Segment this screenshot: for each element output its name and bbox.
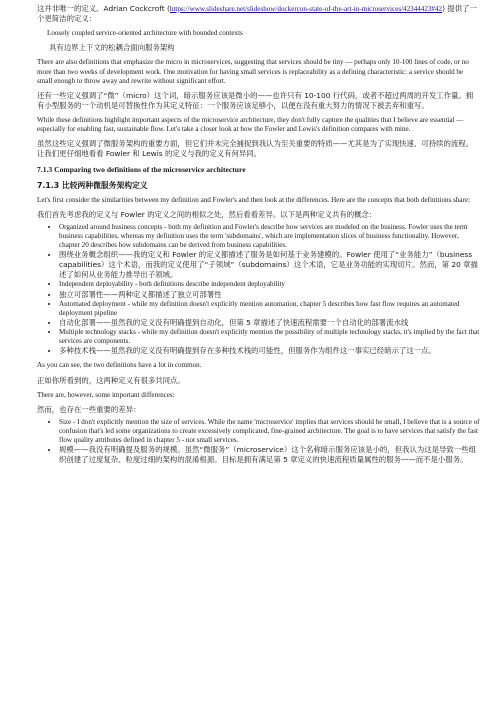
differences-list <box>37 418 480 466</box>
section-heading-en: 7.1.3 Comparing two definitions of the microservice architecture <box>37 165 246 175</box>
shared-concepts-list <box>37 223 480 357</box>
section-heading-cn: 7.1.3 比较两种微服务架构定义 <box>37 180 148 190</box>
paragraph-qualities-en: While these definitions highlight important aspects of the microservice architecture, they don't fully capture the qualities that I believe are essential — especially for enabling fast, sustainable flow. Let's take a closer look at how the Fowler and Lewis's definition compares with mine. <box>37 116 464 134</box>
list-item: • Automated deployment - while my definition doesn't explicitly mention automation, chapter 5 describes how fast flow requires an automated deployment pipeline <box>59 300 480 318</box>
intro-text-suffix: ) 提供了一个更简洁的定义： <box>37 4 477 24</box>
paragraph-micro-en: There are also definitions that emphasize the micro in microservices, suggesting that services should be tiny — perhaps only 10-100 lines of code, or no more than two weeks of development work. One motivation for having small services is replaceability as a defining characteristic: a service should be small enough to throw away and rewrite without significant effort. <box>37 58 469 85</box>
intro-text-prefix: 这并非唯一的定义。Adrian Cockcroft ( <box>37 4 170 13</box>
slideshare-link[interactable]: https://www.slideshare.net/slideshow/dockercon-state-of-the-art-in-microservices/42344423#42 <box>169 5 443 13</box>
quote-english: Loosely coupled service-oriented architecture with bounded contexts <box>47 29 243 38</box>
intro-paragraph <box>37 4 480 24</box>
paragraph-differences-cn: 然而，也存在一些重要的差异： <box>37 404 141 414</box>
list-item: • Size - I don't explicitly mention the size of services. While the name 'microservice' implies that services should be small, I believe that is a source of confusion that's led some organizations to create excessively complicated, fine-grained architecture. The goal is to have services that satisfy the fast flow quality attributes defined in chapter 5 - not small services. <box>59 418 480 446</box>
list-item: • Multiple technology stacks - while my definition doesn't explicitly mention the possibility of multiple technology stacks, it's implied by the fact that services are components. <box>59 328 480 346</box>
list-item: • 独立可部署性——两种定义都描述了独立可部署性 <box>59 290 480 300</box>
list-item: • Independent deployability - both definitions describe independent deployability <box>59 280 480 289</box>
paragraph-differences-en: There are, however, some important differences: <box>37 390 175 399</box>
paragraph-similarities-en: Let's first consider the similarities between my definition and Fowler's and then look at the differences. Here are the concepts that both definitions share: <box>37 195 471 204</box>
paragraph-micro-cn: 还有一些定义强调了“微”（micro）这个词，暗示服务应该是微小的——也许只有 10-100 行代码，或者不超过两周的开发工作量。拥有小型服务的一个动机是可替换性作为其定义特征：一个服务应该足够小，以便在没有重大努力的情况下被丢弃和重写。 <box>37 91 474 111</box>
list-item: • 规模——我没有明确提及服务的规模。虽然“微服务”（microservice）这个名称暗示服务应该是小的，但我认为这是导致一些组织创建了过度复杂、粒度过细的架构的混淆根源。目标是拥有满足第 5 章定义的快速流程质量属性的服务——而不是小服务。 <box>59 445 480 465</box>
list-item: • 围绕业务概念组织——我的定义和 Fowler 的定义都描述了服务是如何基于业务建模的。Fowler 使用了“业务能力”（business capabilities）这个术语，而我的定义使用了“子领域”（subdomains）这个术语，它是业务功能的实现切片。然而，第 20 章描述了如何从业务能力推导出子领域。 <box>59 250 480 280</box>
paragraph-similarities-cn: 我们首先考虑我的定义与 Fowler 的定义之间的相似之处，然后看看差异。以下是两种定义共有的概念： <box>37 209 377 219</box>
list-item: • 多种技术栈——虽然我的定义没有明确提到存在多种技术栈的可能性，但服务作为组件这一事实已经暗示了这一点。 <box>59 346 480 356</box>
list-item: • 自动化部署——虽然我的定义没有明确提到自动化，但第 5 章描述了快速流程需要一个自动化的部署流水线 <box>59 318 480 328</box>
paragraph-qualities-cn: 虽然这些定义强调了微服务架构的重要方面，但它们并未完全捕捉到我认为至关重要的特质——尤其是为了实现快速、可持续的流程。让我们更仔细地看看 Fowler 和 Lewis 的定义与我的定义有何异同。 <box>37 139 474 159</box>
paragraph-common-en: As you can see, the two definitions have a lot in common. <box>37 361 202 370</box>
list-item: • Organized around business concepts - both my definition and Fowler's describe how services are modeled on the business. Fowler uses the term business capabilities, whereas my definition uses the term 'subdomains', which are implementation slices of business functionality. However, chapter 20 describes how subdomains can be derived from business capabilities. <box>59 223 480 251</box>
paragraph-common-cn: 正如你所看到的，这两种定义有很多共同点。 <box>37 375 185 385</box>
quote-chinese: 具有边界上下文的松耦合面向服务架构 <box>49 43 175 53</box>
